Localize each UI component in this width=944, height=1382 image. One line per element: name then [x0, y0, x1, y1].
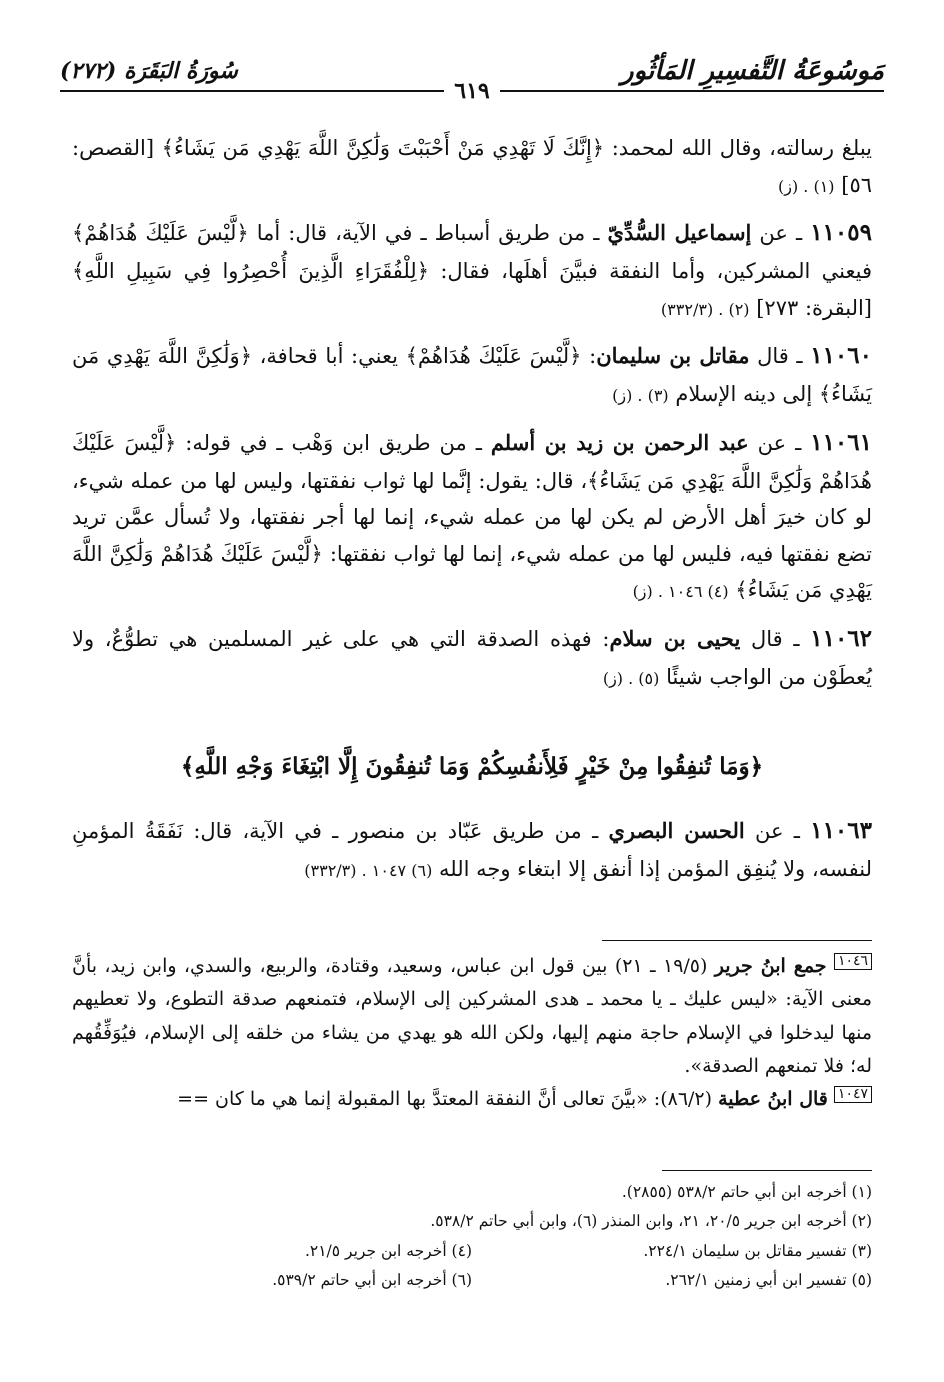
narration-lead: ـ عن: [751, 221, 811, 246]
paragraph-continued: [72, 130, 872, 203]
narrator-name: عبد الرحمن بن زيد بن أسلم: [490, 429, 749, 455]
narration-text: : ﴿لَّيْسَ عَلَيْكَ هُدَاهُمْ﴾ يعني: أبا قحافة، ﴿وَلَٰكِنَّ اللَّهَ يَهْدِي مَن يَشَاءُ﴾ إلى دينه الإسلام: [72, 344, 872, 407]
commentary-text: (٨٦/٢): «بيَّنَ تعالى أنَّ النفقة المعتدَّ بها المقبولة إنما هي ما كان ==: [177, 1088, 719, 1110]
footnote: (٣) تفسير مقاتل بن سليمان ٢٢٤/١.: [643, 1241, 872, 1260]
narration-text: : فهذه الصدقة التي هي على غير المسلمين هي تطوُّعٌ، ولا يُعطَوْن من الواجب شيئًا: [72, 626, 872, 689]
narration-tail: (٦) ١٠٤٧ . (٣٣٢/٣): [304, 861, 433, 881]
narration-lead: ـ عن: [744, 819, 811, 844]
narration-text: ـ من طريق عَبّاد بن منصور ـ في الآية، قال: نَفَقَةُ المؤمنِ لنفسه، ولا يُنفِق المؤمن إذا أنفق إلا ابتغاء وجه الله: [72, 819, 872, 882]
footnote: (٦) أخرجه ابن أبي حاتم ٥٣٩/٢.: [272, 1271, 472, 1290]
narration-11062: [72, 619, 872, 696]
book-title: مَوسُوعَةُ التَّفسِيرِ المَأثُور: [621, 56, 884, 86]
commentary-author: جمع ابنُ جرير: [714, 955, 827, 977]
narration-tail: (٢) . (٣٣٢/٣): [660, 299, 750, 319]
commentary-section: [72, 950, 872, 1116]
paragraph-tail: (١) . (ز): [777, 176, 835, 196]
page-number: ٦١٩: [444, 78, 499, 104]
narrator-name: إسماعيل السُّدِّيّ: [607, 220, 752, 246]
commentary-text: (١٩/٥ ـ ٢١) بين قول ابن عباس، وسعيد، وقتادة، والربيع، والسدي، وابن زيد، بأنَّ معنى الآية: «ليس عليك ـ يا محمد ـ هدى المشركين إلى الإسلام، فتمنعهم صدقة التطوع، ولا تعطيهم منها ليدخلوا في الإسلام حاجة منهم إليها، ولكن الله هو يهدي من يشاء من خلقه إلى الإسلام، فيُوَفِّقُهم له؛ فلا تمنعهم الصدقة».: [72, 955, 872, 1077]
page-header: [60, 48, 884, 104]
commentary-1047: [72, 1083, 872, 1116]
footnote: (٥) تفسير ابن أبي زمنين ٢٦٢/١.: [665, 1271, 872, 1290]
narrator-name: الحسن البصري: [608, 818, 745, 844]
narration-tail: (٤) ١٠٤٦ . (ز): [632, 582, 729, 602]
narration-number: ١١٠٦٢: [810, 624, 873, 652]
surah-label: سُورَةُ البَقَرَة (٢٧٢): [60, 58, 238, 84]
commentary-tag: ١٠٤٦: [834, 953, 872, 970]
narration-tail: (٣) . (ز): [612, 386, 669, 406]
commentary-author: قال ابنُ عطية: [718, 1088, 828, 1110]
narration-number: ١١٠٦٣: [810, 817, 872, 845]
verse-heading: ﴿وَمَا تُنفِقُوا مِنْ خَيْرٍ فَلِأَنفُسِكُمْ وَمَا تُنفِقُونَ إِلَّا ابْتِغَاءَ وَجْهِ اللَّهِ﴾: [180, 753, 764, 781]
footnote-row: [72, 1178, 872, 1207]
narration-text: ـ من طريق ابن وَهْب ـ في قوله: ﴿لَّيْسَ عَلَيْكَ هُدَاهُمْ وَلَٰكِنَّ اللَّهَ يَهْدِي مَن يَشَاءُ﴾، قال: يقول: إنَّما لها ثواب نفقتها، وليس لها من عمله شيء، لو كان خيرَ أهل الأرض لم يكن لها من عمله شيء، إنما لها أجر نفقتها، ولا تُسأل عمَّن تريد تضع نفقتها فيه، فليس لها من عمله شيء، إنما لها ثواب نفقتها: ﴿لَّيْسَ عَلَيْكَ هُدَاهُمْ وَلَٰكِنَّ اللَّهَ يَهْدِي مَن يَشَاءُ﴾: [72, 430, 872, 603]
narration-text: ـ من طريق أسباط ـ في الآية، قال: أما ﴿لَّيْسَ عَلَيْكَ هُدَاهُمْ﴾ فيعني المشركين، وأما النفقة فبيَّنَ أهلَها، فقال: ﴿لِلْفُقَرَاءِ الَّذِينَ أُحْصِرُوا فِي سَبِيلِ اللَّهِ﴾ [البقرة: ٢٧٣]: [72, 221, 872, 320]
commentary-tag: ١٠٤٧: [834, 1086, 872, 1103]
narration-number: ١١٠٦١: [810, 428, 872, 456]
main-text: [72, 130, 872, 898]
narrator-name: مقاتل بن سليمان: [596, 343, 750, 369]
footnotes-divider: [662, 1170, 872, 1171]
narration-lead: ـ عن: [748, 430, 811, 455]
narration-11060: [72, 336, 872, 413]
narration-lead: ـ قال: [740, 626, 811, 651]
commentary-divider: [602, 940, 872, 941]
narration-number: ١١٠٦٠: [810, 342, 872, 370]
commentary-1046: [72, 950, 872, 1083]
narration-11063: [72, 811, 872, 888]
footnote-row: [72, 1237, 872, 1266]
narration-11059: [72, 213, 872, 326]
footnotes: [72, 1178, 872, 1296]
footnote: (١) أخرجه ابن أبي حاتم ٥٣٨/٢ (٢٨٥٥).: [621, 1183, 872, 1201]
narrator-name: يحيى بن سلام: [609, 625, 741, 651]
narration-tail: (٥) . (ز): [602, 668, 660, 688]
page-number-wrap: [60, 78, 884, 104]
footnote: (٤) أخرجه ابن جرير ٢١/٥.: [304, 1241, 472, 1260]
narration-number: ١١٠٥٩: [810, 219, 872, 247]
narration-11061: [72, 423, 872, 609]
footnote-row: [72, 1266, 872, 1295]
footnote-row: [72, 1207, 872, 1236]
narration-lead: ـ قال: [749, 344, 811, 369]
footnote: (٢) أخرجه ابن جرير ٢٠/٥، ٢١، وابن المنذر (٦)، وابن أبي حاتم ٥٣٨/٢.: [430, 1212, 872, 1231]
paragraph-text: يبلغ رسالته، وقال الله لمحمد: ﴿إِنَّكَ لَا تَهْدِي مَنْ أَحْبَبْتَ وَلَٰكِنَّ اللَّهَ يَهْدِي مَن يَشَاءُ﴾ [القصص: ٥٦]: [72, 136, 872, 197]
